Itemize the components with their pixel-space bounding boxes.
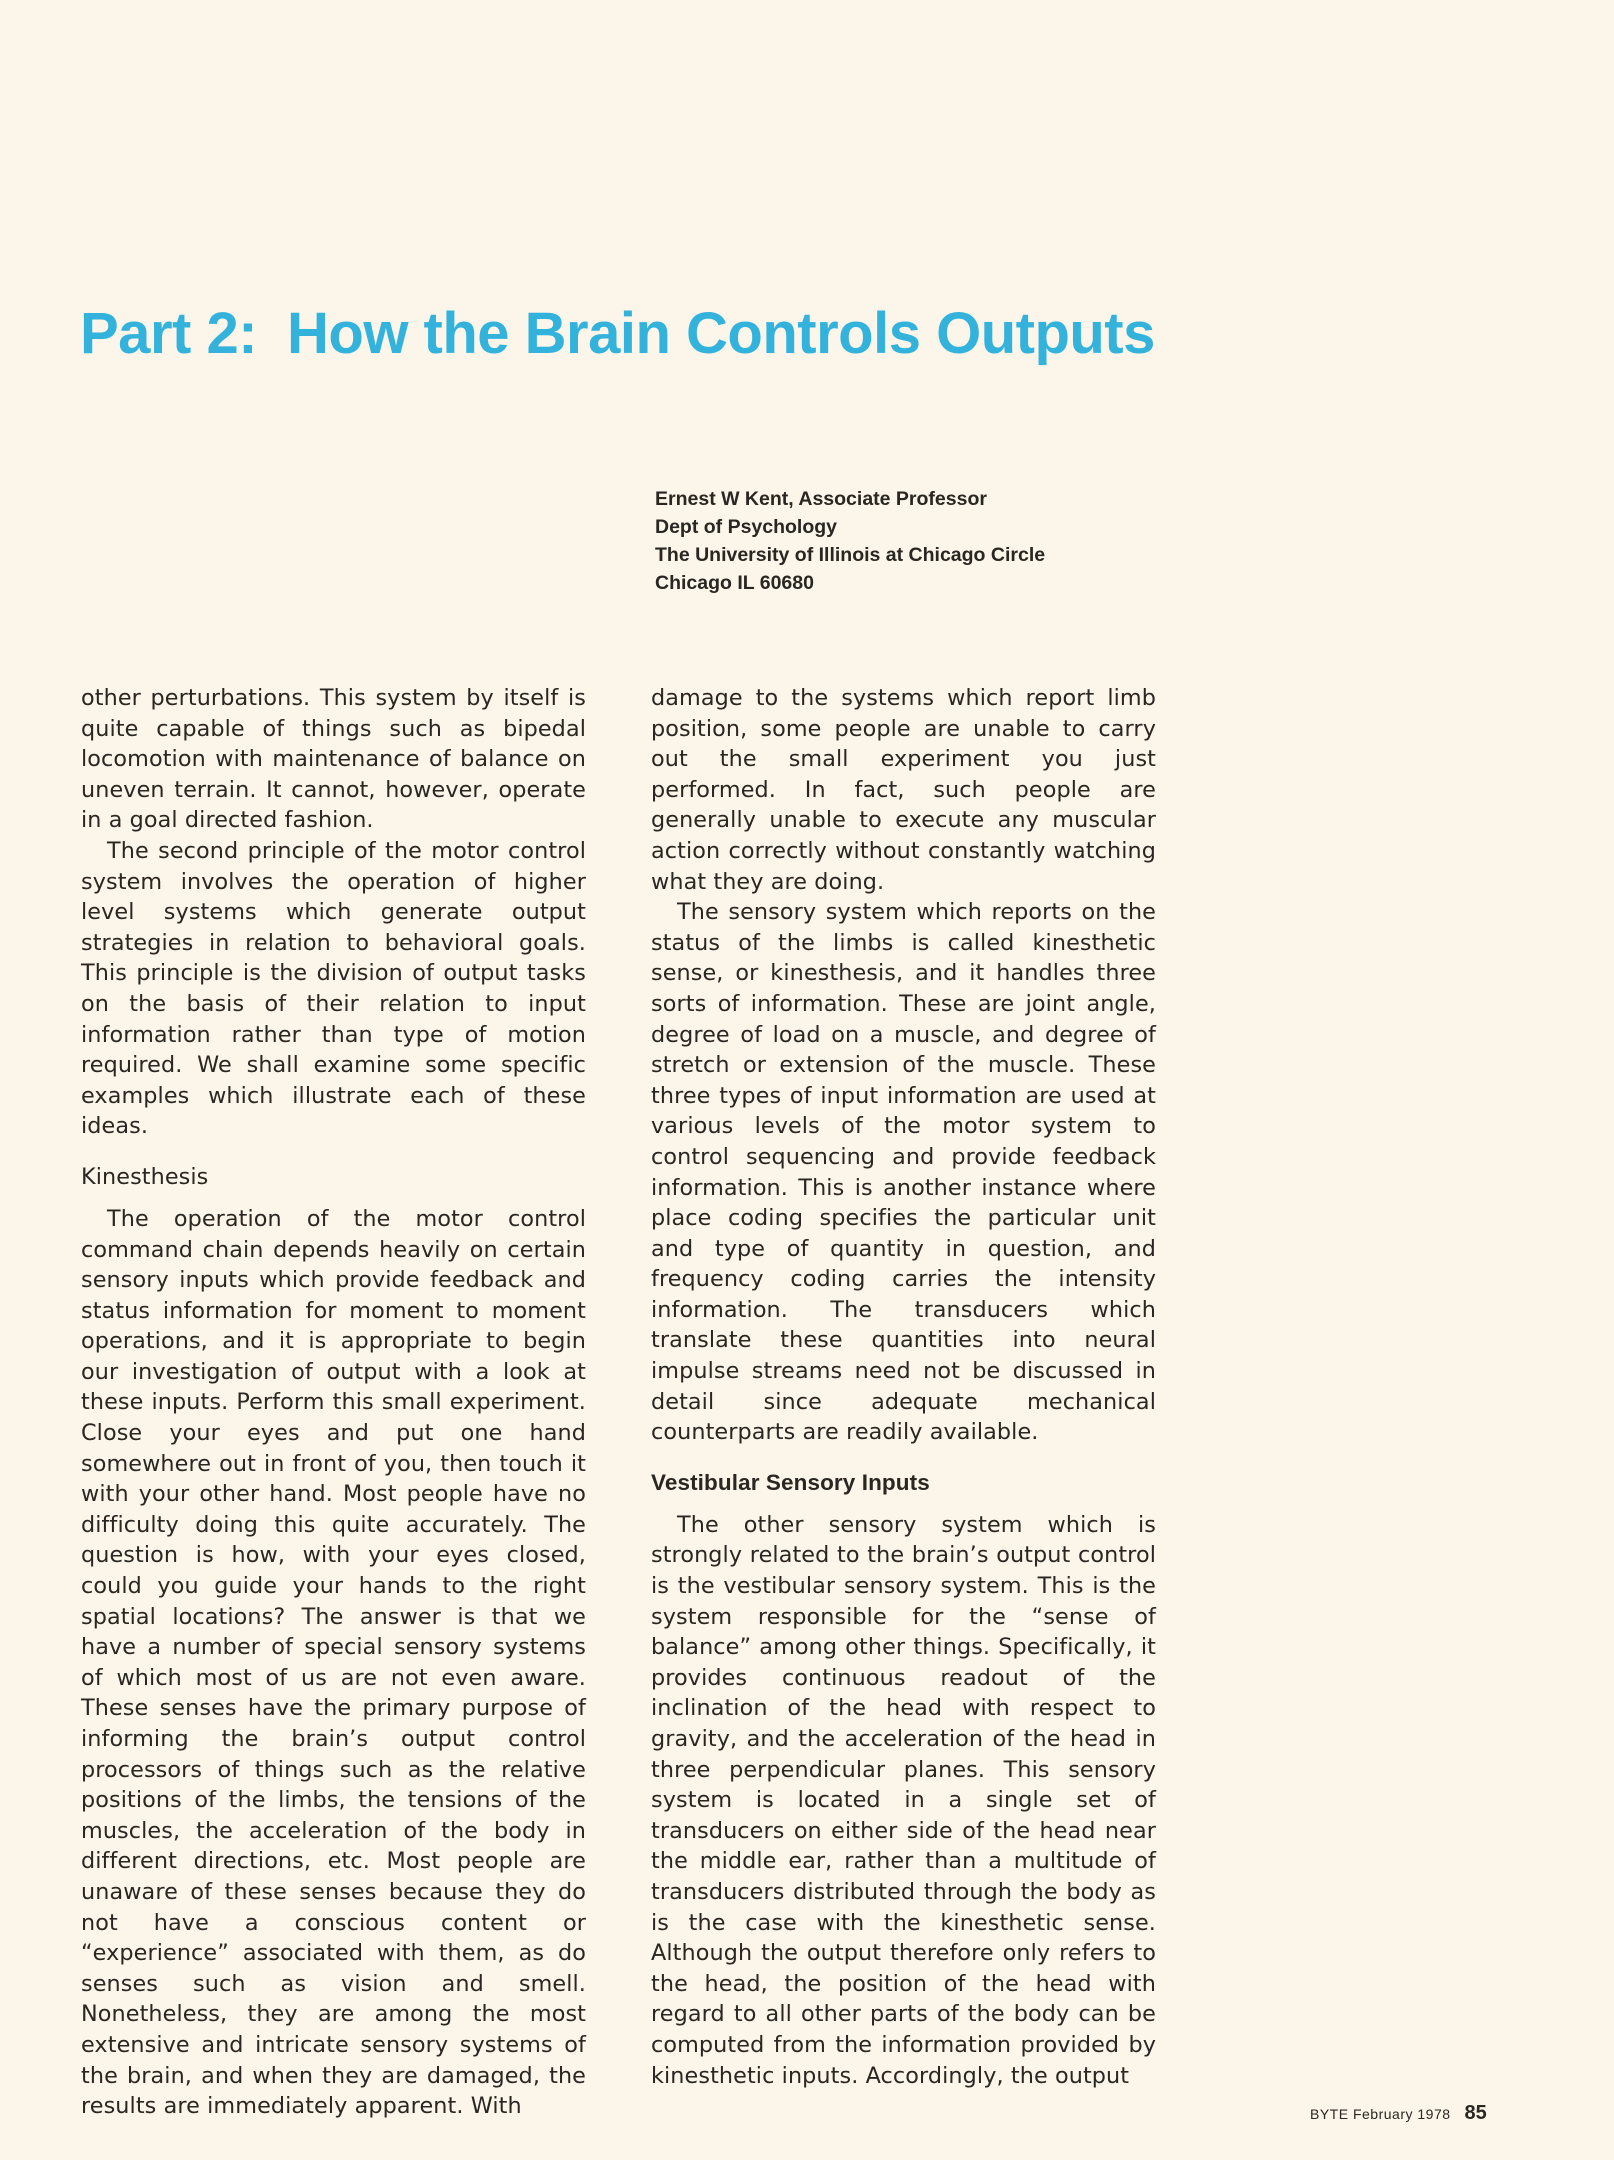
byline-author: Ernest W Kent, Associate Professor [655, 488, 987, 510]
section-heading-kinesthesis: Kinesthesis [81, 1163, 209, 1190]
page-footer [1310, 2102, 1487, 2125]
paragraph: damage to the systems which report limb position, some people are unable to carry out the small experiment you just performed. In fact, such people are generally unable to execute any muscular action correctly without constantly watching what they are doing. [651, 685, 1156, 895]
byline-department: Dept of Psychology [655, 516, 838, 538]
paragraph: The second principle of the motor control system involves the operation of higher level systems which generate output strategies in relation to behavioral goals. This principle is the division of output tasks on the basis of their relation to input information rather than type of motion required. We shall examine some specific examples which illustrate each of these ideas. [81, 837, 586, 1140]
byline-university: The University of Illinois at Chicago Circle [655, 544, 1046, 566]
paragraph: The operation of the motor control command chain depends heavily on certain sensory inputs which provide feedback and status information for moment to moment operations, and it is appropriate to begin our investigation of output with a look at these inputs. Perform this small experiment. Close your eyes and put one hand somewhere out in front of you, then touch it with your other hand. Most people have no difficulty doing this quite accurately. The question is how, with your eyes closed, could you guide your hands to the right spatial locations? The answer is that we have a number of special sensory systems of which most of us are not even aware. These senses have the primary purpose of informing the brain’s output control processors of things such as the relative positions of the limbs, the tensions of the muscles, the acceleration of the body in different directions, etc. Most people are unaware of these senses because they do not have a conscious content or “experience” associated with them, as do senses such as vision and smell. Nonetheless, they are among the most extensive and intricate sensory systems of the brain, and when they are damaged, the results are immediately apparent. With [81, 1205, 586, 2120]
magazine-issue: BYTE February 1978 [1310, 2106, 1451, 2122]
section-heading-vestibular: Vestibular Sensory Inputs [651, 1469, 930, 1495]
right-column [651, 683, 1156, 2091]
paragraph: The sensory system which reports on the status of the limbs is called kinesthetic sense, or kinesthesis, and it handles three sorts of information. These are joint angle, degree of load on a muscle, and degree of stretch or extension of the muscle. These three types of input information are used at various levels of the motor system to control sequencing and provide feedback information. This is another instance where place coding specifies the particular unit and type of quantity in question, and frequency coding carries the intensity information. The transducers which translate these quantities into neural impulse streams need not be discussed in detail since adequate mechanical counterparts are readily available. [651, 899, 1156, 1446]
paragraph: The other sensory system which is strongly related to the brain’s output control is the vestibular sensory system. This is the system responsible for the “sense of balance” among other things. Specifically, it provides continuous readout of the inclination of the head with respect to gravity, and the acceleration of the head in three perpendicular planes. This sensory system is located in a single set of transducers on either side of the head near the middle ear, rather than a multitude of transducers distributed through the body as is the case with the kinesthetic sense. Although the output therefore only refers to the head, the position of the head with regard to all other parts of the body can be computed from the information provided by kinesthetic inputs. Accordingly, the output [651, 1511, 1156, 2089]
left-column [81, 683, 586, 2122]
article-title [80, 300, 1480, 367]
author-byline [655, 485, 1045, 597]
page-number: 85 [1464, 2102, 1487, 2124]
byline-address: Chicago IL 60680 [655, 572, 814, 594]
article-title-main: How the Brain Controls Outputs [287, 301, 1155, 366]
article-title-part: Part 2: [80, 301, 258, 366]
paragraph: other perturbations. This system by itself is quite capable of things such as bipedal locomotion with maintenance of balance on uneven terrain. It cannot, however, operate in a goal directed fashion. [81, 685, 586, 834]
